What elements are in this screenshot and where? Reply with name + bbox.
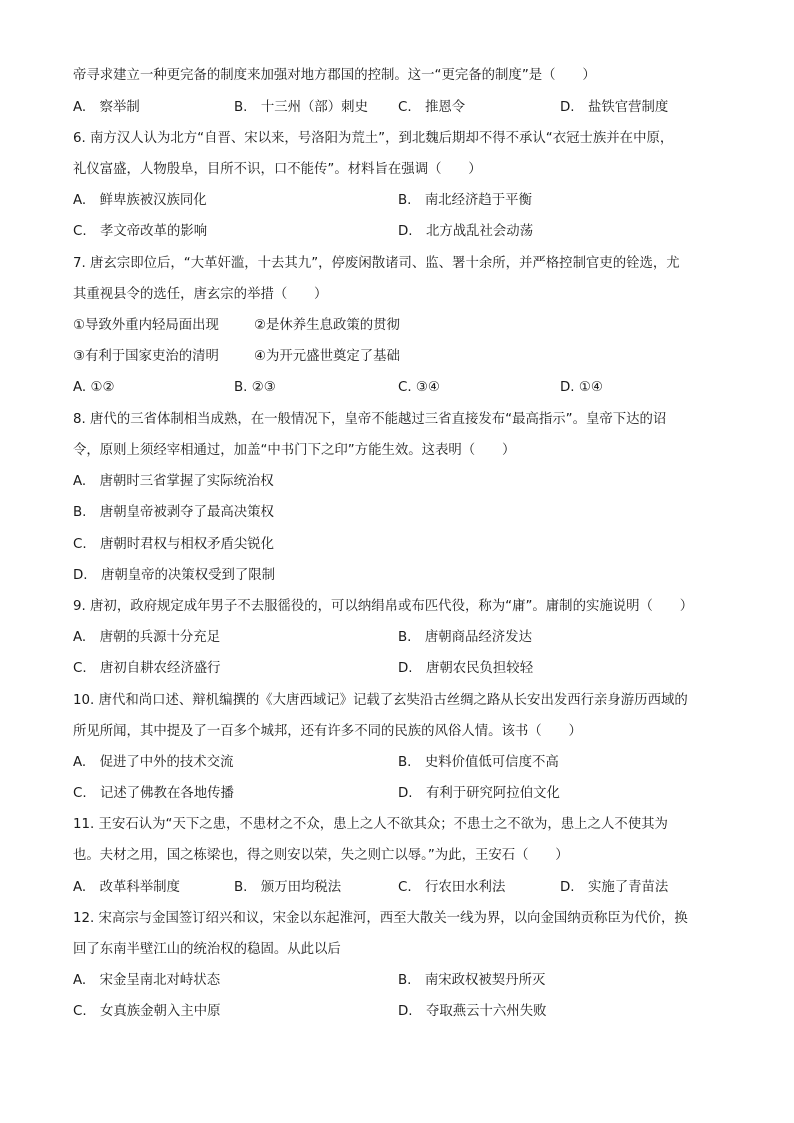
q9-option-a: A. 唐朝的兵源十分充足 — [73, 630, 221, 645]
q7-statement-4: ④为开元盛世奠定了基础 — [254, 349, 400, 364]
q7-option-c: C. ③④ — [398, 380, 440, 395]
q6-option-a: A. 鲜卑族被汉族同化 — [73, 193, 207, 208]
q5-option-c: C. 推恩令 — [398, 100, 466, 115]
q10-option-d: D. 有利于研究阿拉伯文化 — [398, 786, 560, 801]
question-10-stem-line2: 所见所闻，其中提及了一百多个城邦，还有许多不同的民族的风俗人情。该书（ ） — [73, 724, 582, 739]
question-6-stem-line2: 礼仪富盛，人物殷阜，目所不识，口不能传”。材料旨在强调（ ） — [73, 162, 482, 177]
question-6-stem-line1: 6. 南方汉人认为北方“自晋、宋以来，号洛阳为荒土”，到北魏后期却不得不承认“衣冠士族并在中原， — [73, 131, 674, 146]
q6-option-d: D. 北方战乱社会动荡 — [398, 224, 534, 239]
q12-option-c: C. 女真族金朝入主中原 — [73, 1004, 221, 1019]
q9-option-b: B. 唐朝商品经济发达 — [398, 630, 532, 645]
q6-option-c: C. 孝文帝改革的影响 — [73, 224, 208, 239]
q7-option-d: D. ①④ — [560, 380, 603, 395]
q9-option-d: D. 唐朝农民负担较轻 — [398, 661, 534, 676]
question-7-stem-line2: 其重视县令的选任，唐玄宗的举措（ ） — [73, 287, 328, 302]
q11-option-b: B. 颁万田均税法 — [234, 880, 342, 895]
question-8-stem-line2: 令，原则上须经宰相通过，加盖“中书门下之印”方能生效。这表明（ ） — [73, 443, 516, 458]
q8-option-b: B. 唐朝皇帝被剥夺了最高决策权 — [73, 505, 274, 520]
q12-option-b: B. 南宋政权被契丹所灭 — [398, 973, 546, 988]
q7-option-b: B. ②③ — [234, 380, 276, 395]
q9-option-c: C. 唐初自耕农经济盛行 — [73, 661, 221, 676]
q11-option-d: D. 实施了青苗法 — [560, 880, 669, 895]
question-9-stem: 9. 唐初，政府规定成年男子不去服徭役的，可以纳绢帛或布匹代役，称为“庸”。庸制的实施说明（ ） — [73, 599, 694, 614]
question-8-stem-line1: 8. 唐代的三省体制相当成熟，在一般情况下，皇帝不能越过三省直接发布“最高指示”。皇帝下达的诏 — [73, 412, 667, 427]
q12-option-a: A. 宋金呈南北对峙状态 — [73, 973, 221, 988]
q6-option-b: B. 南北经济趋于平衡 — [398, 193, 532, 208]
q7-statement-2: ②是休养生息政策的贯彻 — [254, 318, 400, 333]
q10-option-c: C. 记述了佛教在各地传播 — [73, 786, 234, 801]
q10-option-b: B. 史料价值低可信度不高 — [398, 755, 559, 770]
q11-option-c: C. 行农田水利法 — [398, 880, 506, 895]
question-5-stem-end: 帝寻求建立一种更完备的制度来加强对地方郡国的控制。这一“更完备的制度”是（ ） — [73, 68, 596, 83]
q8-option-d: D. 唐朝皇帝的决策权受到了限制 — [73, 568, 276, 583]
question-10-stem-line1: 10. 唐代和尚口述、辩机编撰的《大唐西域记》记载了玄奘沿古丝绸之路从长安出发西行亲身游历西域的 — [73, 693, 688, 708]
q5-option-d: D. 盐铁官营制度 — [560, 100, 669, 115]
question-12-stem-line1: 12. 宋高宗与金国签订绍兴和议，宋金以东起淮河，西至大散关一线为界，以向金国纳贡称臣为代价，换 — [73, 911, 688, 926]
question-7-stem-line1: 7. 唐玄宗即位后，“大革奸滥，十去其九”，停废闲散诸司、监、署十余所，并严格控制官吏的铨选，尤 — [73, 256, 680, 271]
question-11-stem-line1: 11. 王安石认为“天下之患，不患材之不众，患上之人不欲其众；不患士之不欲为，患上之人不使其为 — [73, 817, 668, 832]
q5-option-b: B. 十三州（部）刺史 — [234, 100, 368, 115]
q11-option-a: A. 改革科举制度 — [73, 880, 180, 895]
q7-statement-1: ①导致外重内轻局面出现 — [73, 318, 219, 333]
q8-option-c: C. 唐朝时君权与相权矛盾尖锐化 — [73, 537, 275, 552]
q10-option-a: A. 促进了中外的技术交流 — [73, 755, 234, 770]
q7-statement-3: ③有利于国家吏治的清明 — [73, 349, 219, 364]
q12-option-d: D. 夺取燕云十六州失败 — [398, 1004, 547, 1019]
q8-option-a: A. 唐朝时三省掌握了实际统治权 — [73, 474, 274, 489]
question-12-stem-line2: 回了东南半壁江山的统治权的稳固。从此以后 — [73, 942, 341, 957]
q5-option-a: A. 察举制 — [73, 100, 140, 115]
q7-option-a: A. ①② — [73, 380, 115, 395]
question-11-stem-line2: 也。夫材之用，国之栋梁也，得之则安以荣，失之则亡以辱。”为此，王安石（ ） — [73, 848, 569, 863]
